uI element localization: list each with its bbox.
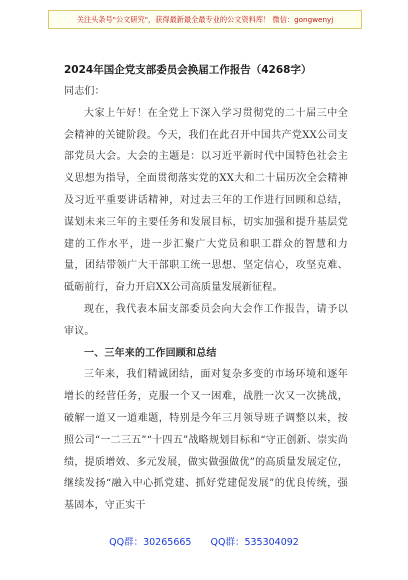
section-heading: 一、三年来的工作回顾和总结 (84, 347, 217, 359)
paragraph: 大家上午好！在全党上下深入学习贯彻党的二十届三中全会精神的关键阶段。今天，我们在此召开中国共产党XX公司支部党员大会。大会的主题是：以习近平新时代中国特色社会主义思想为指导，全面贯彻落实党的XX大和二十届历次全会精神及习近平重要讲话精神，对过去三年的工作进行回顾和总结，谋划未来三年的主要任务和发展目标，切实加强和提升基层党建的工作水平，进一步汇聚广大党员和职工群众的智慧和力量，团结带领广大干部职工统一思想、坚定信心，攻坚克难、砥砺前行，奋力开启XX公司高质量发展新征程。 (64, 107, 348, 294)
paragraph: 三年来，我们精诚团结，面对复杂多变的市场环境和逐年增长的经营任务，克服一个又一困难，战胜一次又一次挑战，破解一道又一道难题，特别是今年三月领导班子调整以来，按照公司“一二三五”“十四五”战略规划目标和“守正创新、崇实尚绩，提质增效、多元发展，做实做强做优”的高质量发展定位，继续发扬“融入中心抓党建、抓好党建促发展”的优良传统，强基固本，守正实干 (64, 369, 348, 512)
document-body (64, 81, 348, 517)
document-title: 2024年国企党支部委员会换届工作报告（4268字） (64, 64, 312, 76)
footer-contact (0, 534, 408, 548)
footer-qq-group-2: QQ群：535304092 (210, 537, 299, 548)
paragraph: 现在，我代表本届支部委员会向大会作工作报告，请予以审议。 (64, 303, 348, 337)
salutation: 同志们： (64, 86, 105, 97)
footer-qq-group-1: QQ群：30265665 (109, 537, 192, 548)
promo-banner: 关注头条号"公文研究"，获得最新最全最专业的公文资料库！ 微信：gongwenyj (48, 10, 362, 29)
